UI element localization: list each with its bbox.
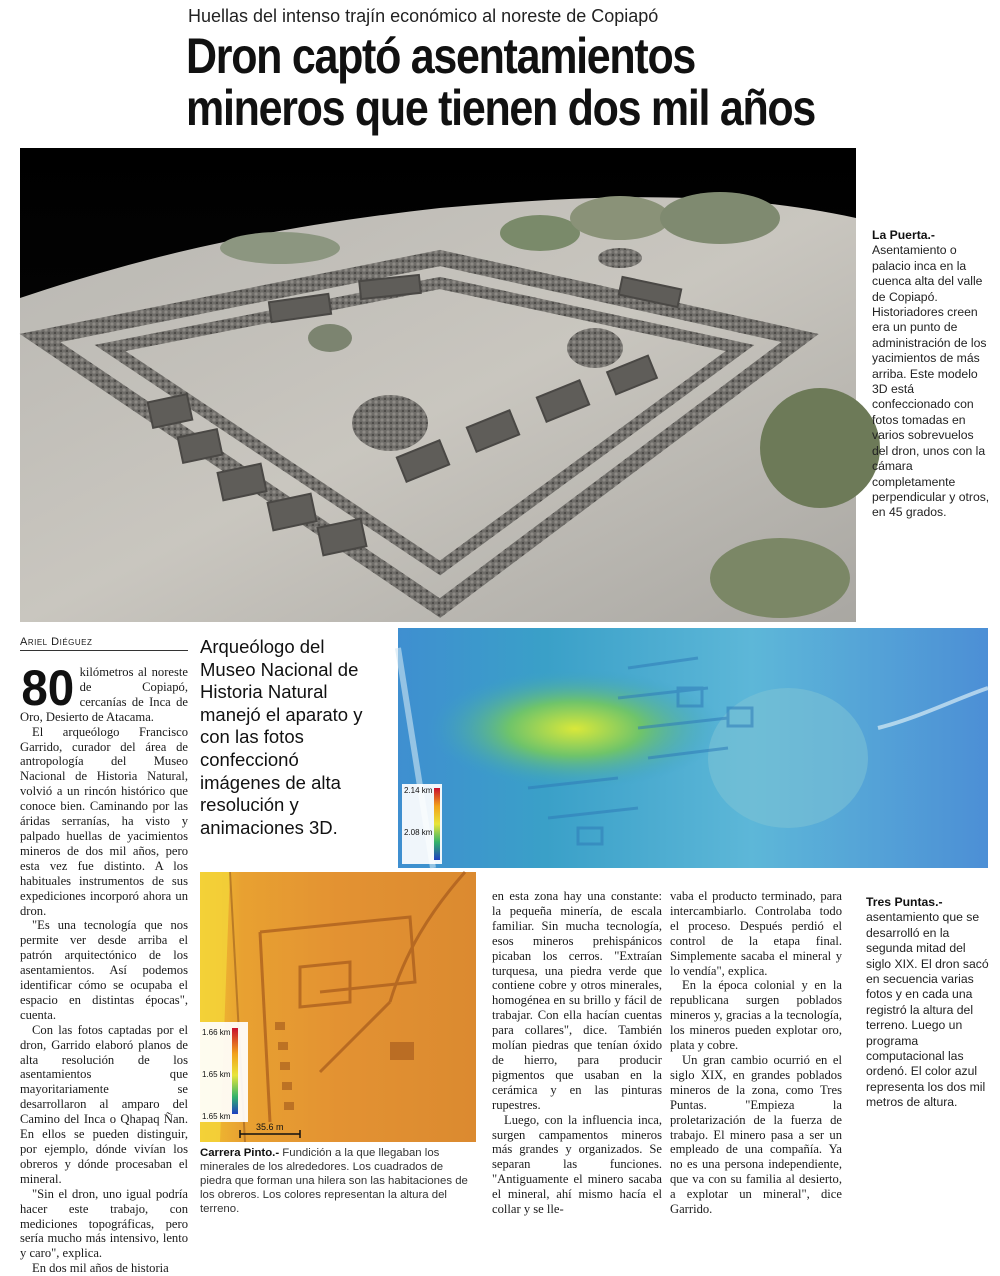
lead-text: kilómetros al noreste de Copiapó, cercanías de Inca de Oro, Desierto de Atacama. (20, 665, 188, 724)
pull-quote-line: Museo Nacional de (200, 658, 359, 680)
pull-quote-line: animaciones 3D. (200, 816, 338, 838)
tres-puntas-caption (866, 895, 990, 1111)
map-legend-bottom: 2.08 km (404, 828, 433, 837)
paragraph: Un gran cambio ocurrió en el siglo XIX, en grandes poblados mineros de la zona, como Tres Puntas. "Empieza la proletarización de la fuerza de trabajo. El minero pasa a ser un empleado de una compañía. Ya no es una persona independiente, que va con su familia al desierto, a explotar un mineral", dice Garrido. (670, 1052, 842, 1217)
headline-line-1: Dron captó asentamientos (186, 28, 696, 84)
main-photo-la-puerta (20, 148, 856, 622)
headline (186, 30, 874, 134)
map-legend-bottom: 1.65 km (202, 1112, 231, 1121)
main-photo-caption (872, 228, 990, 521)
elevation-map-tres-puntas (398, 628, 988, 868)
drop-cap: 80 (21, 660, 75, 716)
carrera-pinto-caption (200, 1146, 476, 1216)
article-column-4 (670, 889, 842, 1221)
pull-quote-line: imágenes de alta (200, 771, 341, 793)
paragraph: El arqueólogo Francisco Garrido, curador del área de antropología del Museo Nacional de Historia Natural, volvió a un rincón histórico que conoce bien. Caminando por las áridas serranías, ha visto y palpado huellas de yacimientos mineros de dos mil años, pero esta vez fue distinto. A los habituales instrumentos de sus expediciones incorporó ahora un dron. (20, 724, 188, 918)
paragraph: "Es una tecnología que nos permite ver desde arriba el patrón arquitectónico de los asentamientos. Así podemos identificar cómo se ocupaba el espacio en distintas épocas", cuenta. (20, 918, 188, 1022)
paragraph: en esta zona hay una constante: la pequeña minería, de escala familiar. Sin mucha tecnología, esos mineros prehispánicos picaban los cerros. "Extraían turquesa, una piedra verde que contiene cobre y otros minerales, homogénea en su brillo y fácil de trabajar. Con ella hacían cuentas para collares", dice. También molían piedras que tenían óxido de hierro, para producir pigmentos que usaban en la cerámica y en las pinturas rupestres. (492, 889, 662, 1112)
author-byline: Ariel Diéguez (20, 636, 188, 651)
pull-quote-line: Historia Natural (200, 681, 328, 703)
pull-quote-line: con las fotos (200, 726, 304, 748)
map-legend-mid: 1.65 km (202, 1070, 231, 1079)
paragraph: En la época colonial y en la republicana surgen poblados mineros y, gracias a la tecnología, los mineros pueden explotar oro, plata y cobre. (670, 978, 842, 1053)
pull-quote-line: resolución y (200, 794, 299, 816)
map-legend-top: 1.66 km (202, 1028, 231, 1037)
article-column-3 (492, 889, 662, 1221)
caption-text: Fundición a la que llegaban los minerales de los alrededores. Los cuadrados de piedra que forman una hilera son las habitaciones de los obreros. Los colores representan la altura del terreno. (200, 1147, 468, 1215)
lead-paragraph (20, 660, 188, 725)
caption-title: Tres Puntas.- (866, 895, 943, 909)
caption-title: Carrera Pinto.- (200, 1147, 280, 1159)
caption-text: asentamiento que se desarrolló en la segunda mitad del siglo XIX. El dron sacó en secuencia varias fotos y en cada una registró la altura del terreno. Luego un programa computacional las ordenó. El color azul representa los dos mil metros de altura. (866, 910, 989, 1110)
headline-line-2: mineros que tienen dos mil años (186, 80, 816, 136)
pull-quote-line: manejó el aparato y (200, 703, 363, 725)
caption-text: Asentamiento o palacio inca en la cuenca alta del valle de Copiapó. Historiadores creen era un punto de administración de los yacimientos de más arriba. Este modelo 3D está confeccionado con fotos tomadas en varios sobrevuelos del dron, unos con la cámara completamente perpendicular y otros, en 45 grados. (872, 243, 990, 520)
paragraph: "Sin el dron, uno igual podría hacer este trabajo, con mediciones topográficas, pero sería mucho más intensivo, lento y caro", explica. (20, 1186, 188, 1261)
paragraph: Luego, con la influencia inca, surgen campamentos mineros más grandes y organizados. Se separan las funciones. "Antiguamente el minero sacaba el mineral, ahí mismo hacía el collar y se lle- (492, 1112, 662, 1217)
map-scale-bar: 35.6 m (256, 1122, 284, 1132)
paragraph: Con las fotos captadas por el dron, Garrido elaboró planos de alta resolución de los asentamientos que mayoritariamente se desarrollaron al amparo del Camino del Inca o Qhapaq Ñan. En ellos se pueden distinguir, por ejemplo, dónde vivían los obreros y dónde procesaban el mineral. (20, 1022, 188, 1186)
pull-quote-line: confeccionó (200, 748, 299, 770)
map-legend-top: 2.14 km (404, 786, 433, 795)
paragraph: En dos mil años de historia (32, 1261, 169, 1276)
paragraph: vaba el producto terminado, para intercambiarlo. Controlaba todo el proceso. Después perdió el control de la etapa final. Simplemente sacaba el mineral y lo vendía", explica. (670, 889, 842, 978)
pull-quote (200, 636, 390, 839)
elevation-map-carrera-pinto (200, 872, 476, 1142)
caption-title: La Puerta.- (872, 228, 935, 242)
kicker: Huellas del intenso trajín económico al noreste de Copiapó (188, 6, 659, 26)
article-column-1 (20, 660, 188, 1276)
pull-quote-line: Arqueólogo del (200, 636, 325, 657)
